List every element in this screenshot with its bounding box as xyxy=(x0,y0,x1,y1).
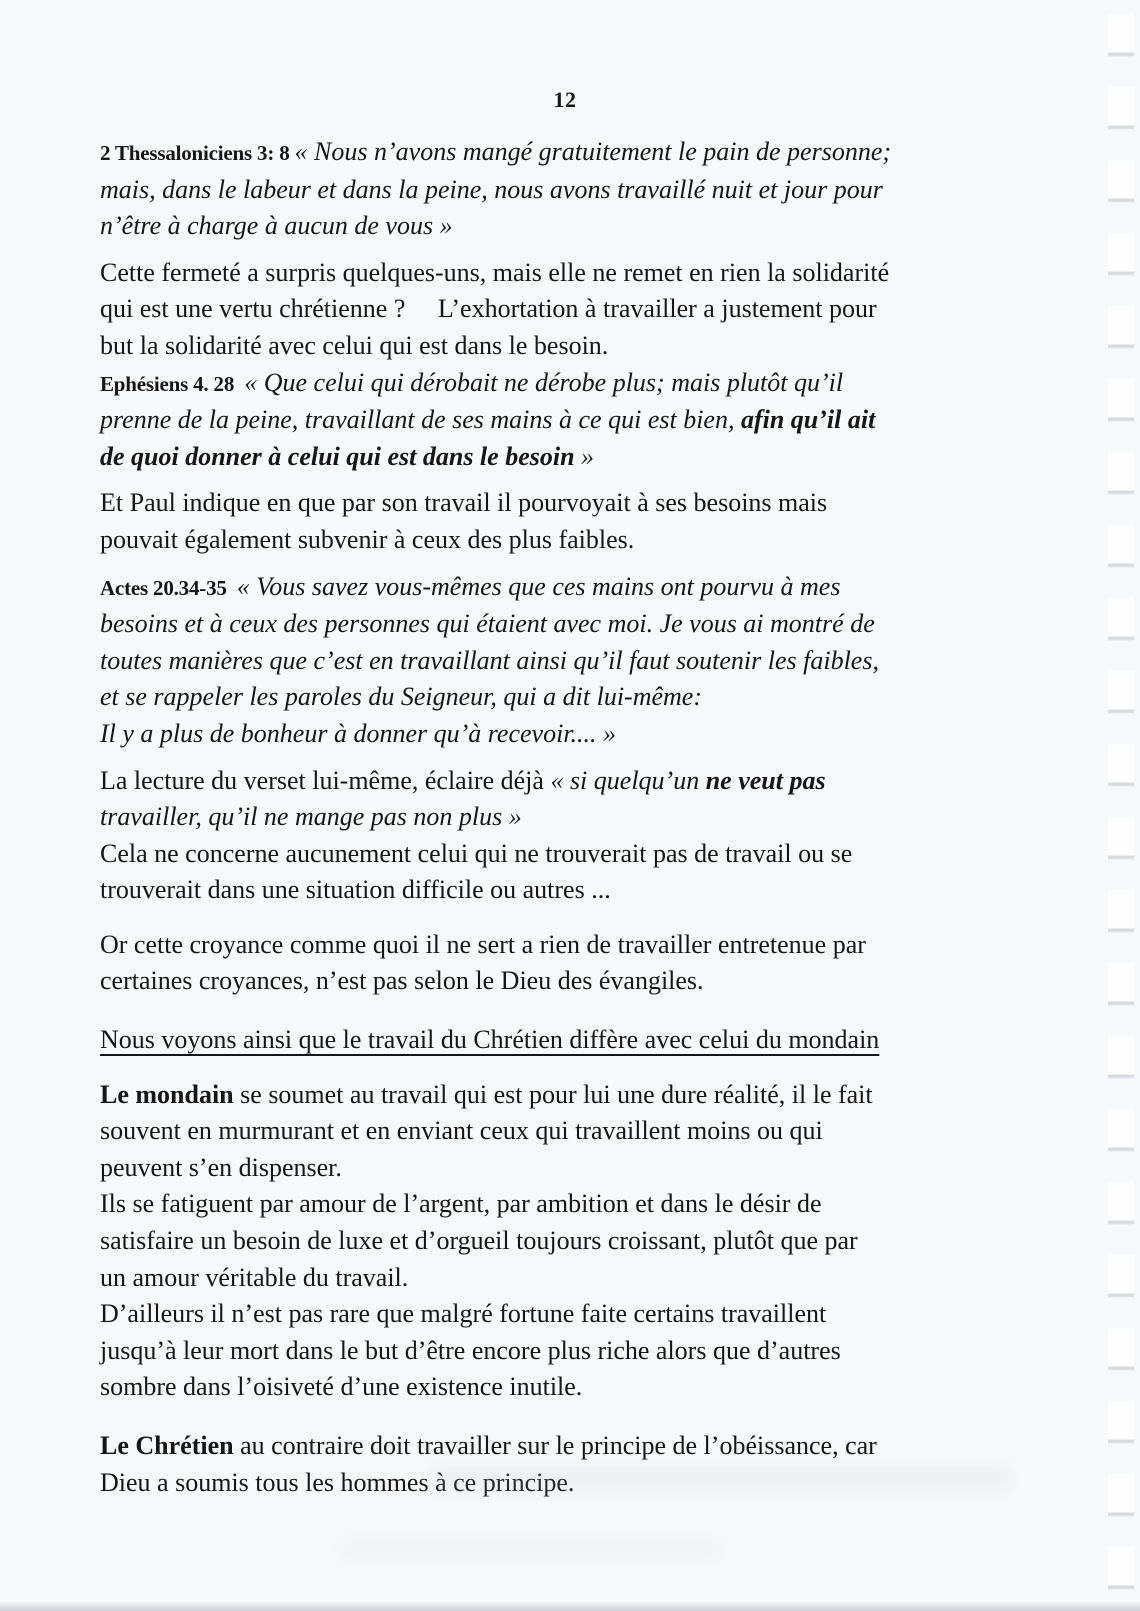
text-segment: Cela ne concerne aucunement celui qui ne trouverait pas de travail ou se xyxy=(100,838,853,868)
text-line xyxy=(100,963,1070,1000)
text-line xyxy=(100,679,1070,716)
text-line xyxy=(100,1369,1070,1406)
text-segment: « Nous n’avons mangé gratuitement le pain de personne; xyxy=(294,137,892,166)
text-segment: Ephésiens 4. 28 xyxy=(100,371,245,396)
text-line xyxy=(100,439,1070,476)
text-segment: Or cette croyance comme quoi il ne sert a rien de travailler entretenue par xyxy=(100,929,866,959)
text-segment: jusqu’à leur mort dans le but d’être encore plus riche alors que d’autres xyxy=(100,1335,841,1365)
text-segment: prenne de la peine, travaillant de ses mains à ce qui est bien, xyxy=(100,405,741,435)
text-segment: Nous voyons ainsi que le travail du Chrétien diffère avec celui du mondain xyxy=(100,1025,880,1055)
text-line xyxy=(100,1465,1070,1502)
text-line xyxy=(100,1333,1070,1370)
text-segment: au contraire doit travailler sur le principe de l’obéissance, car xyxy=(233,1431,877,1460)
text-segment: qui est une vertu chrétienne ? L’exhortation à travailler a justement pour xyxy=(100,294,877,324)
text-line xyxy=(100,1223,1070,1260)
text-segment: 2 Thessaloniciens 3: 8 xyxy=(100,141,295,165)
text-line xyxy=(100,716,1070,753)
text-line xyxy=(100,799,1070,836)
text-segment: La lecture du verset lui-même, éclaire déjà xyxy=(100,765,551,795)
text-line xyxy=(100,172,1070,209)
text-line xyxy=(100,872,1070,909)
commentary-cela xyxy=(100,836,1070,909)
text-segment: « Vous savez vous-mêmes que ces mains ont pourvu à mes xyxy=(236,571,841,601)
binding-holes-artifact xyxy=(1108,0,1134,1611)
text-segment: Et Paul indique en que par son travail il pourvoyait à ses besoins mais xyxy=(100,488,828,518)
text-segment: peuvent s’en dispenser. xyxy=(100,1152,342,1182)
text-line xyxy=(100,569,1070,607)
commentary-fermete xyxy=(100,255,1070,365)
text-segment: but la solidarité avec celui qui est dans le besoin. xyxy=(100,330,609,360)
text-line xyxy=(100,927,1070,964)
text-segment: Cette fermeté a surpris quelques-uns, mais elle ne remet en rien la solidarité xyxy=(100,257,890,287)
text-line xyxy=(100,402,1070,439)
text-line xyxy=(100,763,1070,800)
text-segment: sombre dans l’oisiveté d’une existence inutile. xyxy=(100,1372,583,1402)
text-line xyxy=(100,643,1070,680)
verse-ephesiens xyxy=(100,365,1070,476)
commentary-croyance xyxy=(100,927,1070,1000)
text-segment: « si quelqu’un xyxy=(550,765,706,795)
text-line xyxy=(100,836,1070,873)
text-segment: » xyxy=(574,441,595,471)
scan-bottom-edge xyxy=(0,1601,1140,1611)
heading-difference-chretien-mondain xyxy=(100,1022,1070,1059)
verse-actes xyxy=(100,569,1070,753)
text-segment: Le mondain xyxy=(100,1079,234,1109)
text-line xyxy=(100,1022,1070,1059)
text-segment: souvent en murmurant et en enviant ceux qui travaillent moins ou qui xyxy=(100,1116,823,1146)
text-segment: Dieu a soumis tous les hommes à ce principe. xyxy=(100,1467,575,1497)
text-line xyxy=(100,1260,1070,1297)
ink-bleed-artifact-2 xyxy=(340,1540,720,1560)
text-line xyxy=(100,134,1070,172)
commentary-le-chretien xyxy=(100,1428,1070,1501)
commentary-fatigue xyxy=(100,1186,1070,1296)
text-segment: afin qu’il ait xyxy=(740,405,876,435)
verse-2-thessaloniciens xyxy=(100,134,1070,245)
text-segment: Actes 20.34-35 xyxy=(100,575,237,600)
commentary-ailleurs xyxy=(100,1296,1070,1406)
text-line xyxy=(100,1186,1070,1223)
text-line xyxy=(100,522,1070,559)
text-line xyxy=(100,255,1070,292)
page-number: 12 xyxy=(553,87,577,112)
text-segment: et se rappeler les paroles du Seigneur, qui a dit lui-même: xyxy=(100,682,702,712)
commentary-paul xyxy=(100,485,1070,558)
text-segment: Ils se fatiguent par amour de l’argent, par ambition et dans le désir de xyxy=(100,1189,822,1219)
text-line xyxy=(100,606,1070,643)
text-line xyxy=(100,1077,1070,1114)
text-segment: Il y a plus de bonheur à donner qu’à recevoir.... » xyxy=(100,718,617,748)
commentary-lecture xyxy=(100,763,1070,836)
text-line xyxy=(100,485,1070,522)
text-segment: travailler, qu’il ne mange pas non plus » xyxy=(100,802,522,832)
text-segment: de quoi donner à celui qui est dans le besoin xyxy=(100,441,575,471)
text-segment: se soumet au travail qui est pour lui une dure réalité, il le fait xyxy=(233,1079,873,1109)
text-segment: ne veut pas xyxy=(705,765,826,795)
text-segment: satisfaire un besoin de luxe et d’orgueil toujours croissant, plutôt que par xyxy=(100,1226,858,1256)
text-line xyxy=(100,1428,1070,1465)
commentary-le-mondain xyxy=(100,1077,1070,1187)
text-segment: mais, dans le labeur et dans la peine, nous avons travaillé nuit et jour pour xyxy=(100,174,883,204)
text-segment: trouverait dans une situation difficile ou autres ... xyxy=(100,875,611,905)
text-line xyxy=(100,208,1070,245)
text-line xyxy=(100,1296,1070,1333)
text-segment: un amour véritable du travail. xyxy=(100,1262,409,1292)
text-segment: D’ailleurs il n’est pas rare que malgré fortune faite certains travaillent xyxy=(100,1299,827,1329)
text-segment: Le Chrétien xyxy=(100,1431,234,1460)
text-line xyxy=(100,365,1070,403)
text-segment: « Que celui qui dérobait ne dérobe plus; mais plutôt qu’il xyxy=(244,367,844,397)
text-segment: n’être à charge à aucun de vous » xyxy=(100,211,453,241)
text-segment: certaines croyances, n’est pas selon le Dieu des évangiles. xyxy=(100,966,704,996)
text-segment: besoins et à ceux des personnes qui étaient avec moi. Je vous ai montré de xyxy=(100,609,875,639)
document-body xyxy=(100,134,1070,1501)
text-line xyxy=(100,328,1070,365)
text-segment: toutes manières que c’est en travaillant ainsi qu’il faut soutenir les faibles, xyxy=(100,645,879,675)
text-line xyxy=(100,1150,1070,1187)
text-line xyxy=(100,291,1070,328)
text-line xyxy=(100,1113,1070,1150)
text-segment: pouvait également subvenir à ceux des plus faibles. xyxy=(100,524,635,554)
